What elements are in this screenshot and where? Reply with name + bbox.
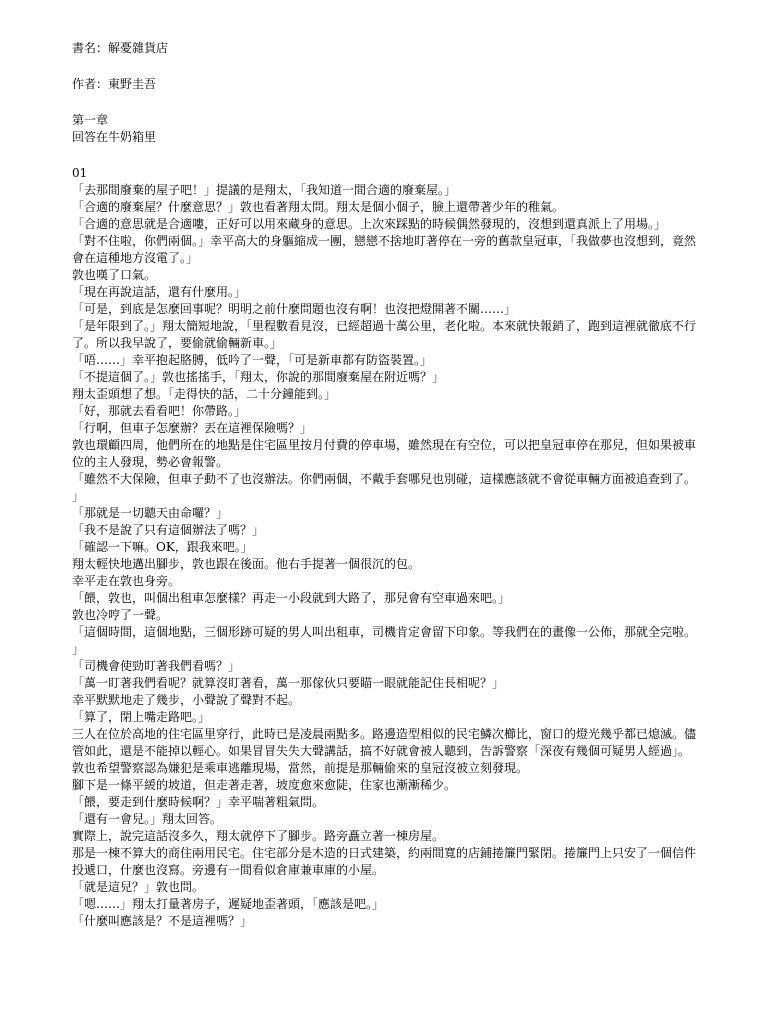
paragraph: 「就是這兒？」敦也問。 [72, 880, 205, 894]
paragraph: 「可是，到底是怎麼回事呢？明明之前什麼問題也沒有啊！也沒把燈開著不關……」 [72, 302, 517, 316]
chapter-body [72, 182, 696, 930]
paragraph: 「行啊，但車子怎麼辦？丟在這裡保險嗎？」 [72, 421, 313, 435]
paragraph: 「算了，閉上嘴走路吧。」 [72, 710, 211, 724]
paragraph: 幸平走在敦也身旁。 [72, 574, 181, 588]
paragraph: 那是一棟不算大的商住兩用民宅。住宅部分是木造的日式建築，約兩間寬的店鋪捲簾門緊閉。捲簾門上只安了一個信件投遞口，什麼也沒寫。旁邊有一間看似倉庫兼車庫的小屋。 [72, 846, 697, 877]
paragraph: 「不提這個了。」敦也搖搖手，「翔太，你說的那間廢棄屋在附近嗎？」 [72, 370, 445, 384]
chapter-number: 第一章 [72, 113, 109, 127]
paragraph: 敦也環顧四周，他們所在的地點是住宅區里按月付費的停車場，雖然現在有空位，可以把皇冠車停在那兒，但如果被車位的主人發現，勢必會報警。 [72, 438, 697, 469]
paragraph: 「我不是說了只有這個辦法了嗎？」 [72, 523, 265, 537]
paragraph: 「唔……」幸平抱起胳膊，低吟了一聲，「可是新車都有防盜裝置。」 [72, 353, 433, 367]
paragraph: 「那就是一切聽天由命囉？」 [72, 506, 229, 520]
paragraph: 「現在再說這話，還有什麼用。」 [72, 285, 247, 299]
paragraph: 「什麼叫應該是？不是這裡嗎？」 [72, 914, 253, 928]
spacer [72, 146, 696, 165]
paragraph: 腳下是一條平緩的坡道，但走著走著，坡度愈來愈陡，住家也漸漸稀少。 [72, 778, 457, 792]
spacer [72, 57, 696, 76]
paragraph: 翔太歪頭想了想。「走得快的話，二十分鐘能到。」 [72, 387, 337, 401]
paragraph: 「合適的意思就是合適嘍，正好可以用來藏身的意思。上次來踩點的時候偶然發現的，沒想到還真派上了用場。」 [72, 217, 667, 231]
paragraph: 「是年限到了。」翔太簡短地說，「里程數看見沒，已經超過十萬公里，老化啦。本來就快報銷了，跑到這裡就徹底不行了。所以我早說了，要偷就偷輛新車。」 [72, 319, 697, 350]
paragraph: 「萬一盯著我們看呢？就算沒盯著看，萬一那傢伙只要瞄一眼就能記住長相呢？」 [72, 676, 505, 690]
paragraph: 「對不住啦，你們兩個。」幸平高大的身軀縮成一團，戀戀不捨地盯著停在一旁的舊款皇冠車，「我做夢也沒想到，竟然會在這種地方沒電了。」 [72, 234, 697, 265]
paragraph: 幸平默默地走了幾步，小聲說了聲對不起。 [72, 693, 301, 707]
chapter-title: 回答在牛奶箱里 [72, 130, 157, 144]
paragraph: 實際上，說完這話沒多久，翔太就停下了腳步。路旁矗立著一棟房屋。 [72, 829, 445, 843]
section-number: 01 [72, 166, 88, 180]
paragraph: 三人在位於高地的住宅區里穿行，此時已是凌晨兩點多。路邊造型相似的民宅鱗次櫛比，窗口的燈光幾乎都已熄滅。儘管如此，還是不能掉以輕心。如果冒冒失失大聲講話，搞不好就會被人聽到，告訴警察「深夜有幾個可疑男人經過」。敦也希望警察認為嫌犯是乘車逃離現場，當然，前提是那輛偷來的皇冠沒被立刻發現。 [72, 727, 697, 775]
spacer [72, 93, 696, 112]
paragraph: 「司機會使勁盯著我們看嗎？」 [72, 659, 241, 673]
book-title: 書名：解憂雜貨店 [72, 41, 169, 55]
paragraph: 「嗯……」翔太打量著房子，遲疑地歪著頭，「應該是吧。」 [72, 897, 385, 911]
paragraph: 「這個時間，這個地點，三個形跡可疑的男人叫出租車，司機肯定會留下印象。等我們在的畫像一公佈，那就全完啦。」 [72, 625, 691, 656]
paragraph: 敦也嘆了口氣。 [72, 268, 157, 282]
book-author: 作者：東野圭吾 [72, 77, 157, 91]
paragraph: 「雖然不大保險，但車子動不了也沒辦法。你們兩個，不戴手套哪兒也別碰，這樣應該就不會從車輛方面被追查到了。」 [72, 472, 691, 503]
paragraph: 「餵，敦也，叫個出租車怎麼樣？再走一小段就到大路了，那兒會有空車過來吧。」 [72, 591, 511, 605]
paragraph: 「好，那就去看看吧！你帶路。」 [72, 404, 247, 418]
paragraph: 「確認一下嘛。OK，跟我來吧。」 [72, 540, 253, 554]
paragraph: 「還有一會兒。」翔太回答。 [72, 812, 223, 826]
paragraph: 「合適的廢棄屋？什麼意思？」敦也看著翔太問。翔太是個小個子，臉上還帶著少年的稚氣。 [72, 200, 565, 214]
document-page [72, 40, 696, 930]
paragraph: 「餵，要走到什麼時候啊？」幸平喘著粗氣問。 [72, 795, 325, 809]
paragraph: 敦也冷哼了一聲。 [72, 608, 169, 622]
paragraph: 翔太輕快地邁出腳步，敦也跟在後面。他右手提著一個很沉的包。 [72, 557, 421, 571]
paragraph: 「去那間廢棄的屋子吧！」提議的是翔太，「我知道一間合適的廢棄屋。」 [72, 183, 457, 197]
